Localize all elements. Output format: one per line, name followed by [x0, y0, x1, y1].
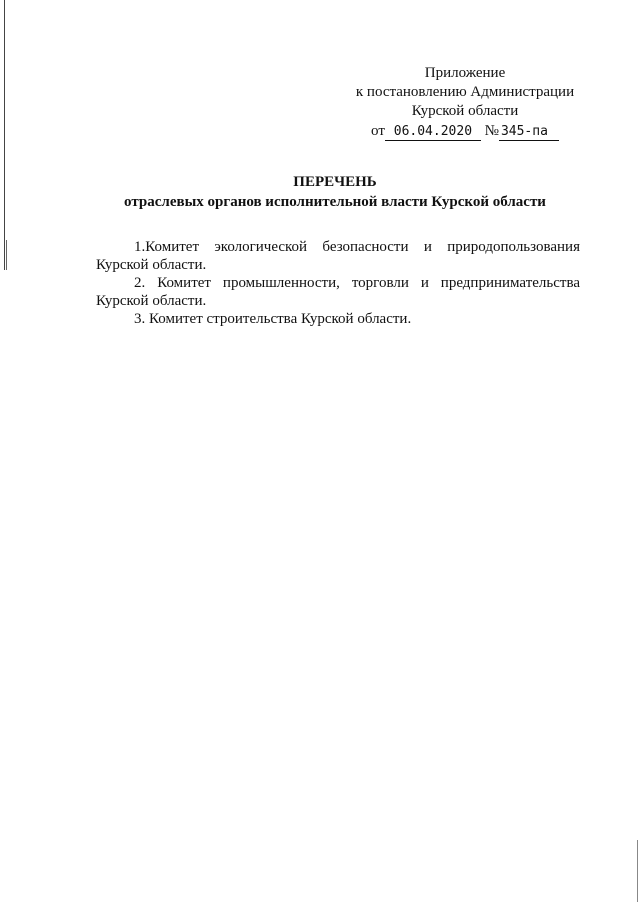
- list-item-first-line: 3. Комитет строительства Курской области.: [134, 311, 412, 327]
- approval-block: [340, 64, 590, 141]
- list-item: [96, 310, 580, 328]
- number-field: 345-па: [499, 124, 559, 141]
- organ-list: [96, 238, 580, 328]
- scan-edge-mark: [4, 0, 5, 270]
- date-field: 06.04.2020: [385, 124, 481, 141]
- list-item: [96, 274, 580, 310]
- list-item-first-line: 2. Комитет промышленности, торговли и предпринимательства: [134, 275, 580, 291]
- list-item: [96, 238, 580, 274]
- approval-region: Курской области: [411, 103, 519, 119]
- document-title: ПЕРЕЧЕНЬ: [293, 174, 377, 190]
- scan-edge-mark: [6, 240, 7, 270]
- approval-decree: к постановлению Администрации: [355, 84, 575, 100]
- list-item-rest: Курской области.: [96, 293, 207, 309]
- document-heading: [80, 172, 590, 212]
- list-item-first-line: 1.Комитет экологической безопасности и природопользования: [134, 239, 580, 255]
- approval-date-number: [340, 122, 590, 141]
- list-item-rest: Курской области.: [96, 257, 207, 273]
- document-subtitle: отраслевых органов исполнительной власти Курской области: [124, 194, 546, 210]
- scan-edge-mark: [637, 840, 638, 902]
- number-prefix: №: [484, 123, 499, 139]
- approval-title: Приложение: [424, 65, 506, 81]
- date-prefix: от: [371, 123, 385, 139]
